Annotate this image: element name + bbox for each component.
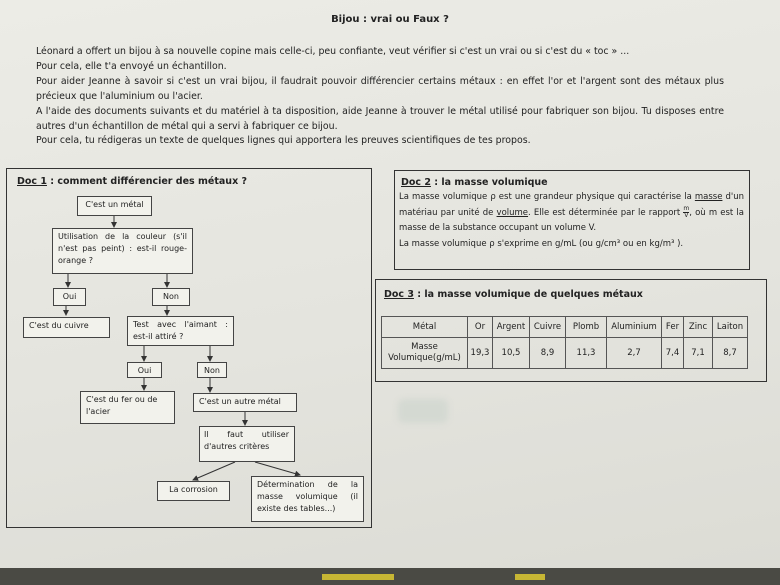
intro-paragraph: A l'aide des documents suivants et du matériel à ta disposition, aide Jeanne à trouver le métal utilisé pour fabriquer son bijou. Tu disposes entre autres d'un échantillon de métal qui a servi à fabriquer ce bijou. <box>36 105 724 132</box>
flow-start: C'est un métal <box>77 196 152 216</box>
doc3-title: Doc 3 : la masse volumique de quelques métaux <box>384 289 643 300</box>
table-value-cell: 7,1 <box>684 338 713 369</box>
table-metal-cell: Plomb <box>566 317 607 338</box>
flow-non-1: Non <box>152 288 190 306</box>
blurred-mark <box>398 399 448 423</box>
table-value-cell: 19,3 <box>468 338 493 369</box>
table-metal-cell: Laiton <box>713 317 748 338</box>
flow-color-question: Utilisation de la couleur (s'il n'est pas peint) : est-il rouge-orange ? <box>52 228 193 274</box>
table-metal-cell: Cuivre <box>530 317 566 338</box>
table-value-cell: 11,3 <box>566 338 607 369</box>
table-value-cell: 7,4 <box>662 338 684 369</box>
intro-paragraph: Pour cela, elle t'a envoyé un échantillon. <box>36 60 227 72</box>
doc2-definition: La masse volumique ρ est une grandeur physique qui caractérise la masse d'un matériau par unité de volume. Elle est déterminée par le rapport $\frac{m}{V}$ , où m est la masse de la substance occupant un volume V. <box>399 192 745 233</box>
table-metal-cell: Argent <box>493 317 530 338</box>
page-title: Bijou : vrai ou Faux ? <box>331 14 449 25</box>
intro-paragraph: Léonard a offert un bijou à sa nouvelle copine mais celle-ci, peu confiante, veut vérifier si c'est un vrai ou si c'est du « toc » ... <box>36 46 630 57</box>
flow-masse-volumique: Détermination de la masse volumique (il existe des tables...) <box>251 476 364 522</box>
intro-paragraph: Pour aider Jeanne à savoir si c'est un vrai bijou, il faudrait pouvoir différencier certains métaux : en effet l'or et l'argent sont des métaux plus précieux que l'aluminium ou l'acier. <box>36 75 724 102</box>
table-metal-cell: Or <box>468 317 493 338</box>
table-metal-cell: Zinc <box>684 317 713 338</box>
flow-non-2: Non <box>197 362 227 378</box>
table-value-cell: 8,7 <box>713 338 748 369</box>
intro-paragraph: Pour cela, tu rédigeras un texte de quelques lignes qui apportera les preuves scientifiques de tes propos. <box>36 135 531 147</box>
flow-corrosion: La corrosion <box>157 481 230 501</box>
doc1-title: Doc 1 : comment différencier des métaux ? <box>17 176 248 187</box>
flow-oui-1: Oui <box>53 288 86 306</box>
table-metal-cell: Fer <box>662 317 684 338</box>
flow-cuivre: C'est du cuivre <box>23 317 110 338</box>
table-value-cell: 10,5 <box>493 338 530 369</box>
flow-criteres: Il faut utiliser d'autres critères <box>199 426 295 462</box>
table-value-cell: 8,9 <box>530 338 566 369</box>
doc2-title: Doc 2 : la masse volumique <box>401 177 548 188</box>
table-value-cell: 2,7 <box>607 338 662 369</box>
density-table <box>381 316 748 369</box>
doc2-text <box>399 190 744 252</box>
table-header-row <box>382 317 748 338</box>
table-row-label: Masse Volumique(g/mL) <box>382 338 468 369</box>
table-row <box>382 338 748 369</box>
flow-fer: C'est du fer ou de l'acier <box>80 391 175 424</box>
flow-oui-2: Oui <box>127 362 162 378</box>
doc2-unit: La masse volumique ρ s'exprime en g/mL (ou g/cm³ ou en kg/m³ ). <box>399 238 684 249</box>
fraction: $\frac{m}{V}$ <box>683 204 690 219</box>
table-header-cell: Métal <box>382 317 468 338</box>
table-metal-cell: Aluminium <box>607 317 662 338</box>
flow-aimant-question: Test avec l'aimant : est-il attiré ? <box>127 316 234 346</box>
flow-autre-metal: C'est un autre métal <box>193 393 297 412</box>
